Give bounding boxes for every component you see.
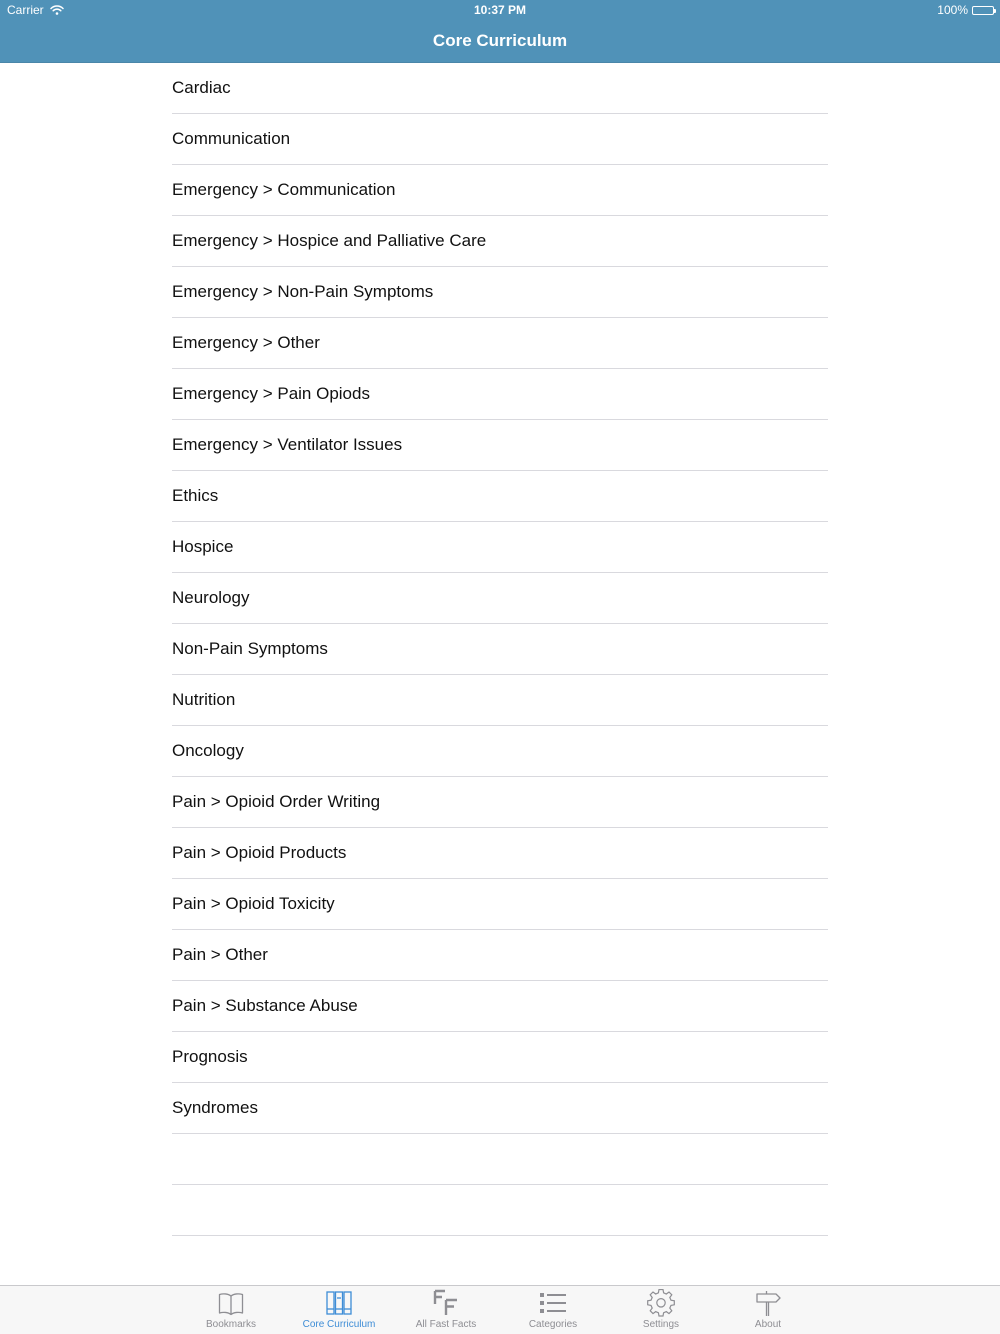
list-item[interactable]: Pain > Substance Abuse [172,981,828,1032]
list-item[interactable]: Cardiac [172,63,828,114]
list-item[interactable]: Neurology [172,573,828,624]
list-item[interactable]: Prognosis [172,1032,828,1083]
list-item[interactable]: Pain > Opioid Order Writing [172,777,828,828]
navigation-header [0,0,1000,63]
list-item[interactable]: Communication [172,114,828,165]
empty-row [172,1236,828,1287]
tab-label: All Fast Facts [415,1319,477,1330]
list-item[interactable]: Emergency > Hospice and Palliative Care [172,216,828,267]
books-icon [325,1289,353,1317]
list-item[interactable]: Emergency > Pain Opiods [172,369,828,420]
page-title: Core Curriculum [432,31,568,50]
status-bar [0,0,1000,20]
list-item[interactable]: Emergency > Ventilator Issues [172,420,828,471]
list-item[interactable]: Non-Pain Symptoms [172,624,828,675]
tab-label: Categories [528,1319,578,1330]
tab-label: Bookmarks [205,1319,256,1330]
list-item[interactable]: Emergency > Communication [172,165,828,216]
list-item[interactable]: Pain > Other [172,930,828,981]
tab-bar [0,1285,1000,1334]
gear-icon [647,1289,675,1317]
list-item[interactable]: Pain > Opioid Toxicity [172,879,828,930]
empty-row [172,1134,828,1185]
tab-label: Settings [642,1319,680,1330]
list-item[interactable]: Ethics [172,471,828,522]
tab-label: Core Curriculum [302,1319,376,1330]
battery-icon [972,6,994,15]
list-item[interactable]: Emergency > Other [172,318,828,369]
tab-about[interactable] [718,1286,818,1334]
list-item[interactable]: Emergency > Non-Pain Symptoms [172,267,828,318]
status-time: 10:37 PM [473,3,527,17]
ff-logo-icon [432,1289,460,1317]
list-item[interactable]: Nutrition [172,675,828,726]
list-item[interactable]: Pain > Opioid Products [172,828,828,879]
tab-all-fast-facts[interactable] [396,1286,496,1334]
signpost-icon [754,1289,782,1317]
book-open-icon [217,1289,245,1317]
battery-percent: 100% [937,3,968,17]
tab-label: About [754,1319,782,1330]
list-item[interactable]: Oncology [172,726,828,777]
status-right [937,0,994,20]
tab-categories[interactable] [503,1286,603,1334]
tab-bookmarks[interactable] [181,1286,281,1334]
carrier-label: Carrier [7,3,44,17]
tab-core-curriculum[interactable] [289,1286,389,1334]
tab-settings[interactable] [611,1286,711,1334]
curriculum-list [172,63,828,1287]
empty-row [172,1185,828,1236]
list-icon [539,1289,567,1317]
list-item[interactable]: Syndromes [172,1083,828,1134]
list-item[interactable]: Hospice [172,522,828,573]
